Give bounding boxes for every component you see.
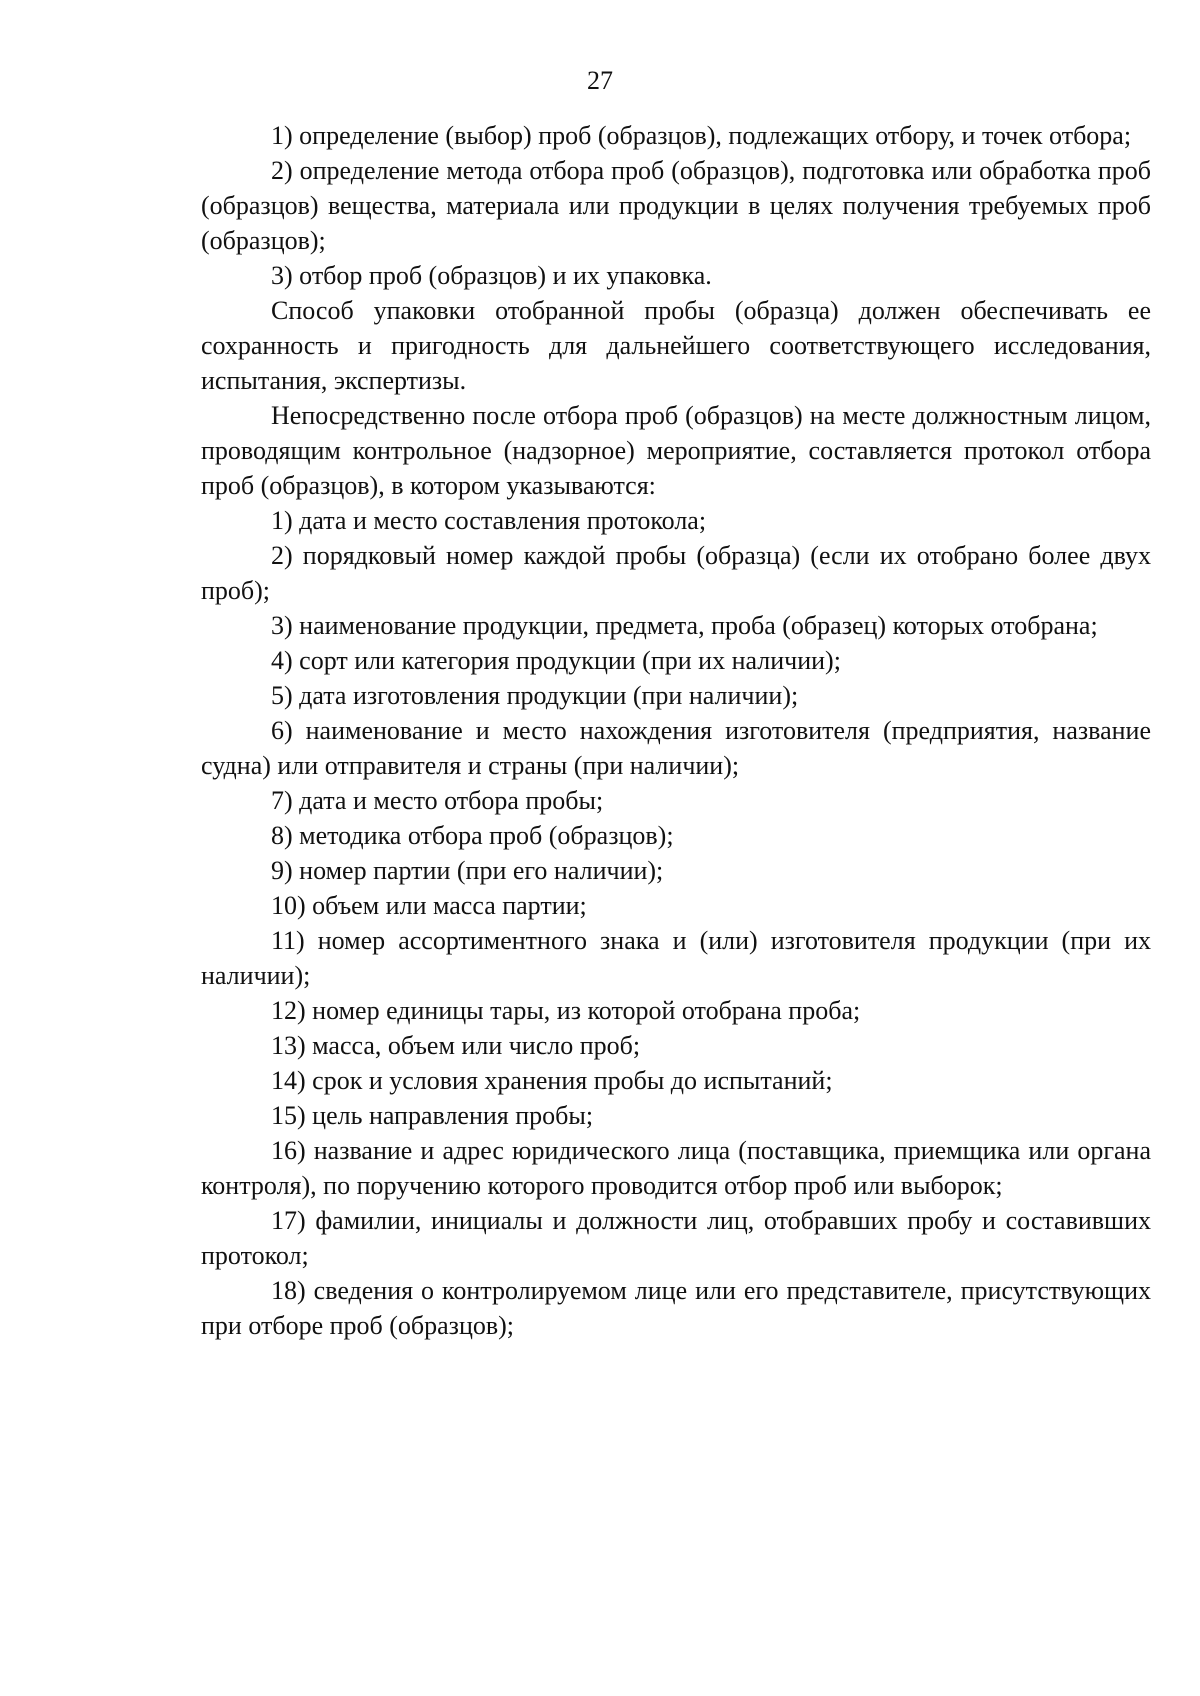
protocol-item-11: 11) номер ассортиментного знака и (или) изготовителя продукции (при их наличии); xyxy=(201,926,1151,990)
protocol-item-10: 10) объем или масса партии; xyxy=(271,891,587,920)
page-number: 27 xyxy=(587,66,613,95)
paragraph-item-1-selection: 1) определение (выбор) проб (образцов), подлежащих отбору, и точек отбора; xyxy=(271,121,1132,150)
protocol-item-18: 18) сведения о контролируемом лице или его представителе, присутствующих при отборе проб (образцов); xyxy=(201,1276,1151,1340)
protocol-item-8: 8) методика отбора проб (образцов); xyxy=(271,821,674,850)
protocol-item-15: 15) цель направления пробы; xyxy=(271,1101,594,1130)
protocol-item-2: 2) порядковый номер каждой пробы (образца) (если их отобрано более двух проб); xyxy=(201,541,1151,605)
paragraph-item-3-sampling: 3) отбор проб (образцов) и их упаковка. xyxy=(271,261,712,290)
protocol-item-16: 16) название и адрес юридического лица (поставщика, приемщика или органа контроля), по поручению которого проводится отбор проб или выборок; xyxy=(201,1136,1151,1200)
protocol-item-7: 7) дата и место отбора пробы; xyxy=(271,786,604,815)
protocol-item-13: 13) масса, объем или число проб; xyxy=(271,1031,641,1060)
protocol-item-14: 14) срок и условия хранения пробы до испытаний; xyxy=(271,1066,833,1095)
protocol-item-4: 4) сорт или категория продукции (при их наличии); xyxy=(271,646,841,675)
protocol-item-6: 6) наименование и место нахождения изготовителя (предприятия, название судна) или отправителя и страны (при наличии); xyxy=(201,716,1151,780)
paragraph-packaging: Способ упаковки отобранной пробы (образца) должен обеспечивать ее сохранность и пригодность для дальнейшего соответствующего исследования, испытания, экспертизы. xyxy=(201,296,1151,395)
protocol-item-12: 12) номер единицы тары, из которой отобрана проба; xyxy=(271,996,861,1025)
paragraph-item-2-method: 2) определение метода отбора проб (образцов), подготовка или обработка проб (образцов) вещества, материала или продукции в целях получения требуемых проб (образцов); xyxy=(201,156,1151,255)
protocol-item-9: 9) номер партии (при его наличии); xyxy=(271,856,664,885)
protocol-item-1: 1) дата и место составления протокола; xyxy=(271,506,707,535)
paragraph-protocol-intro: Непосредственно после отбора проб (образцов) на месте должностным лицом, проводящим контрольное (надзорное) мероприятие, составляется протокол отбора проб (образцов), в котором указываются: xyxy=(201,401,1151,500)
protocol-item-3: 3) наименование продукции, предмета, проба (образец) которых отобрана; xyxy=(271,611,1098,640)
protocol-item-17: 17) фамилии, инициалы и должности лиц, отобравших пробу и составивших протокол; xyxy=(201,1206,1151,1270)
protocol-item-5: 5) дата изготовления продукции (при наличии); xyxy=(271,681,799,710)
document-body xyxy=(201,118,1151,1343)
